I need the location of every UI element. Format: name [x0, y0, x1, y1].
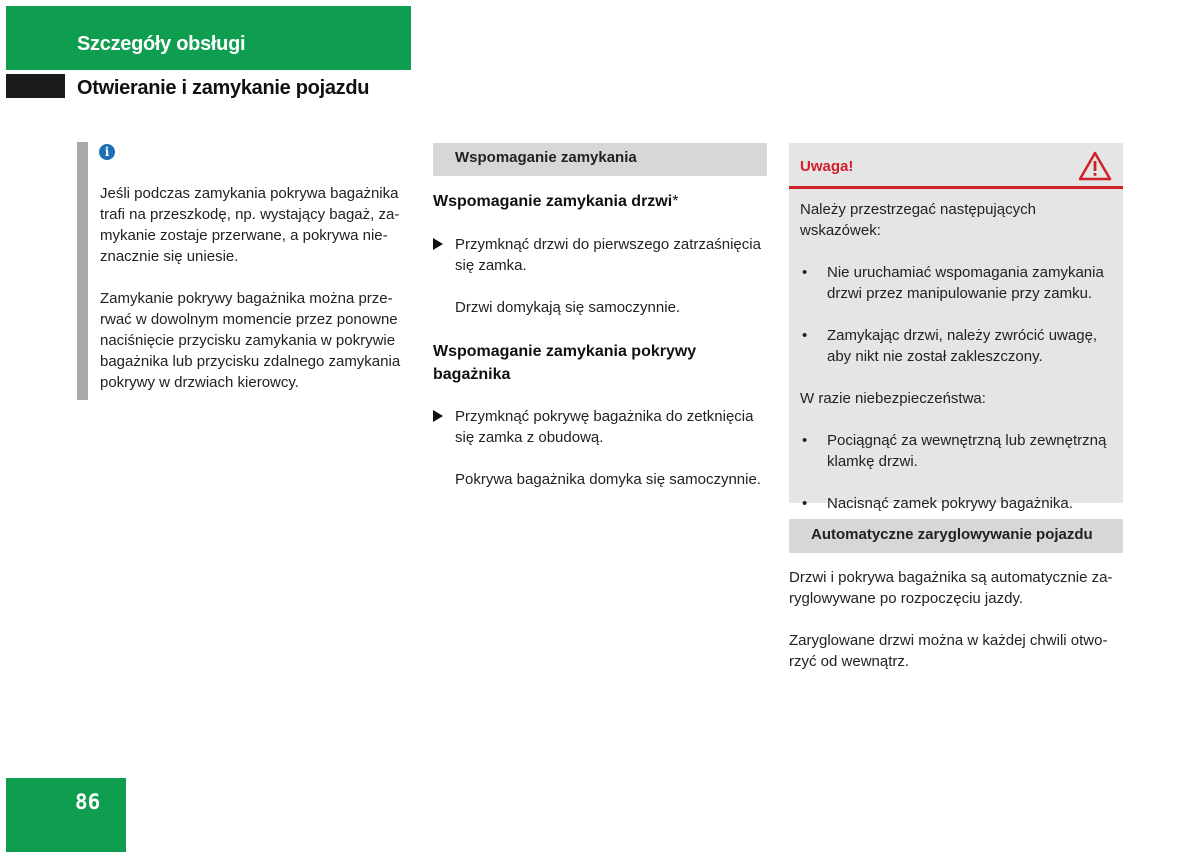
section-bar-label: Automatyczne zaryglowywanie pojazdu: [811, 526, 1093, 543]
step-line: Przymknąć pokrywę bagażnika do zetknięcia: [455, 408, 754, 425]
page-number: 86: [75, 790, 101, 814]
section-bar-auto-lock: [789, 519, 1123, 553]
step-line: się zamka.: [455, 257, 527, 274]
info-icon: i: [99, 144, 115, 160]
item-line: klamkę drzwi.: [827, 453, 918, 470]
warning-triangle-icon: [1078, 151, 1112, 181]
section-title: Szczegóły obsługi: [77, 33, 246, 55]
bullet-icon: •: [802, 495, 808, 512]
note-line: mykanie zostaje przerwane, a pokrywa nie-: [100, 227, 388, 244]
bullet-icon: •: [802, 327, 808, 344]
item-line: drzwi przez manipulowanie przy zamku.: [827, 285, 1093, 302]
warning-list-item: [800, 325, 1120, 367]
trunk-heading: [433, 340, 696, 386]
warning-intro: Należy przestrzegać następujących wskazówek:: [800, 201, 1036, 239]
step-line: Przymknąć drzwi do pierwszego zatrzaśnięcia: [455, 236, 761, 253]
step-result: Drzwi domykają się samoczynnie.: [455, 299, 681, 316]
trunk-step: [455, 406, 770, 490]
item-line: Nie uruchamiać wspomagania zamykania: [827, 264, 1104, 281]
danger-intro: W razie niebezpieczeństwa:: [800, 390, 986, 407]
warning-list-item: [800, 493, 1120, 514]
trunk-heading-line: Wspomaganie zamykania pokrywy: [433, 343, 697, 360]
step-arrow-icon: [433, 410, 443, 422]
optional-asterisk: *: [672, 193, 679, 210]
page-title: Otwieranie i zamykanie pojazdu: [77, 77, 370, 99]
step-arrow-icon: [433, 238, 443, 250]
item-line: Pociągnąć za wewnętrzną lub zewnętrzną: [827, 432, 1107, 449]
note-line: pokrywy w drzwiach kierowcy.: [100, 374, 299, 391]
item-line: Nacisnąć zamek pokrywy bagażnika.: [827, 495, 1073, 512]
note-line: znacznie się uniesie.: [100, 248, 239, 265]
door-heading: [433, 190, 678, 213]
door-step: [455, 234, 770, 318]
note-line: naciśnięcie przycisku zamykania w pokrywie: [100, 332, 396, 349]
text-line: ryglowywane po rozpoczęciu jazdy.: [789, 590, 1024, 607]
section-header-bar: [6, 6, 411, 70]
note-line: trafi na przeszkodę, np. wystający bagaż, za-: [100, 206, 400, 223]
warning-body: [800, 199, 1120, 514]
text-line: Zaryglowane drzwi można w każdej chwili otwo-: [789, 632, 1108, 649]
chapter-marker: [6, 74, 65, 98]
note-line: Jeśli podczas zamykania pokrywa bagażnika: [100, 185, 399, 202]
step-line: się zamka z obudową.: [455, 429, 604, 446]
text-line: Drzwi i pokrywa bagażnika są automatycznie za-: [789, 569, 1113, 586]
section-bar-label: Wspomaganie zamykania: [455, 149, 637, 166]
item-line: aby nikt nie został zakleszczony.: [827, 348, 1043, 365]
note-line: bagażnika lub przycisku zdalnego zamykania: [100, 353, 401, 370]
note-line: rwać w dowolnym momencie przez ponowne: [100, 311, 398, 328]
item-line: Zamykając drzwi, należy zwrócić uwagę,: [827, 327, 1098, 344]
note-side-bar: [77, 142, 88, 400]
warning-list-item: [800, 430, 1120, 472]
note-line: Zamykanie pokrywy bagażnika można prze-: [100, 290, 393, 307]
warning-list-item: [800, 262, 1120, 304]
section-bar-closing-assist: [433, 143, 767, 176]
step-result: Pokrywa bagażnika domyka się samoczynnie.: [455, 471, 761, 488]
note-text: [100, 183, 415, 393]
text-line: rzyć od wewnątrz.: [789, 653, 910, 670]
warning-box: [789, 143, 1123, 512]
page-number-box: [6, 778, 126, 852]
door-heading-text: Wspomaganie zamykania drzwi: [433, 193, 673, 210]
bullet-icon: •: [802, 432, 808, 449]
warning-header: [789, 143, 1123, 189]
trunk-heading-line: bagażnika: [433, 366, 511, 383]
auto-lock-text: [789, 567, 1125, 672]
warning-title: Uwaga!: [800, 158, 854, 175]
bullet-icon: •: [802, 264, 808, 281]
